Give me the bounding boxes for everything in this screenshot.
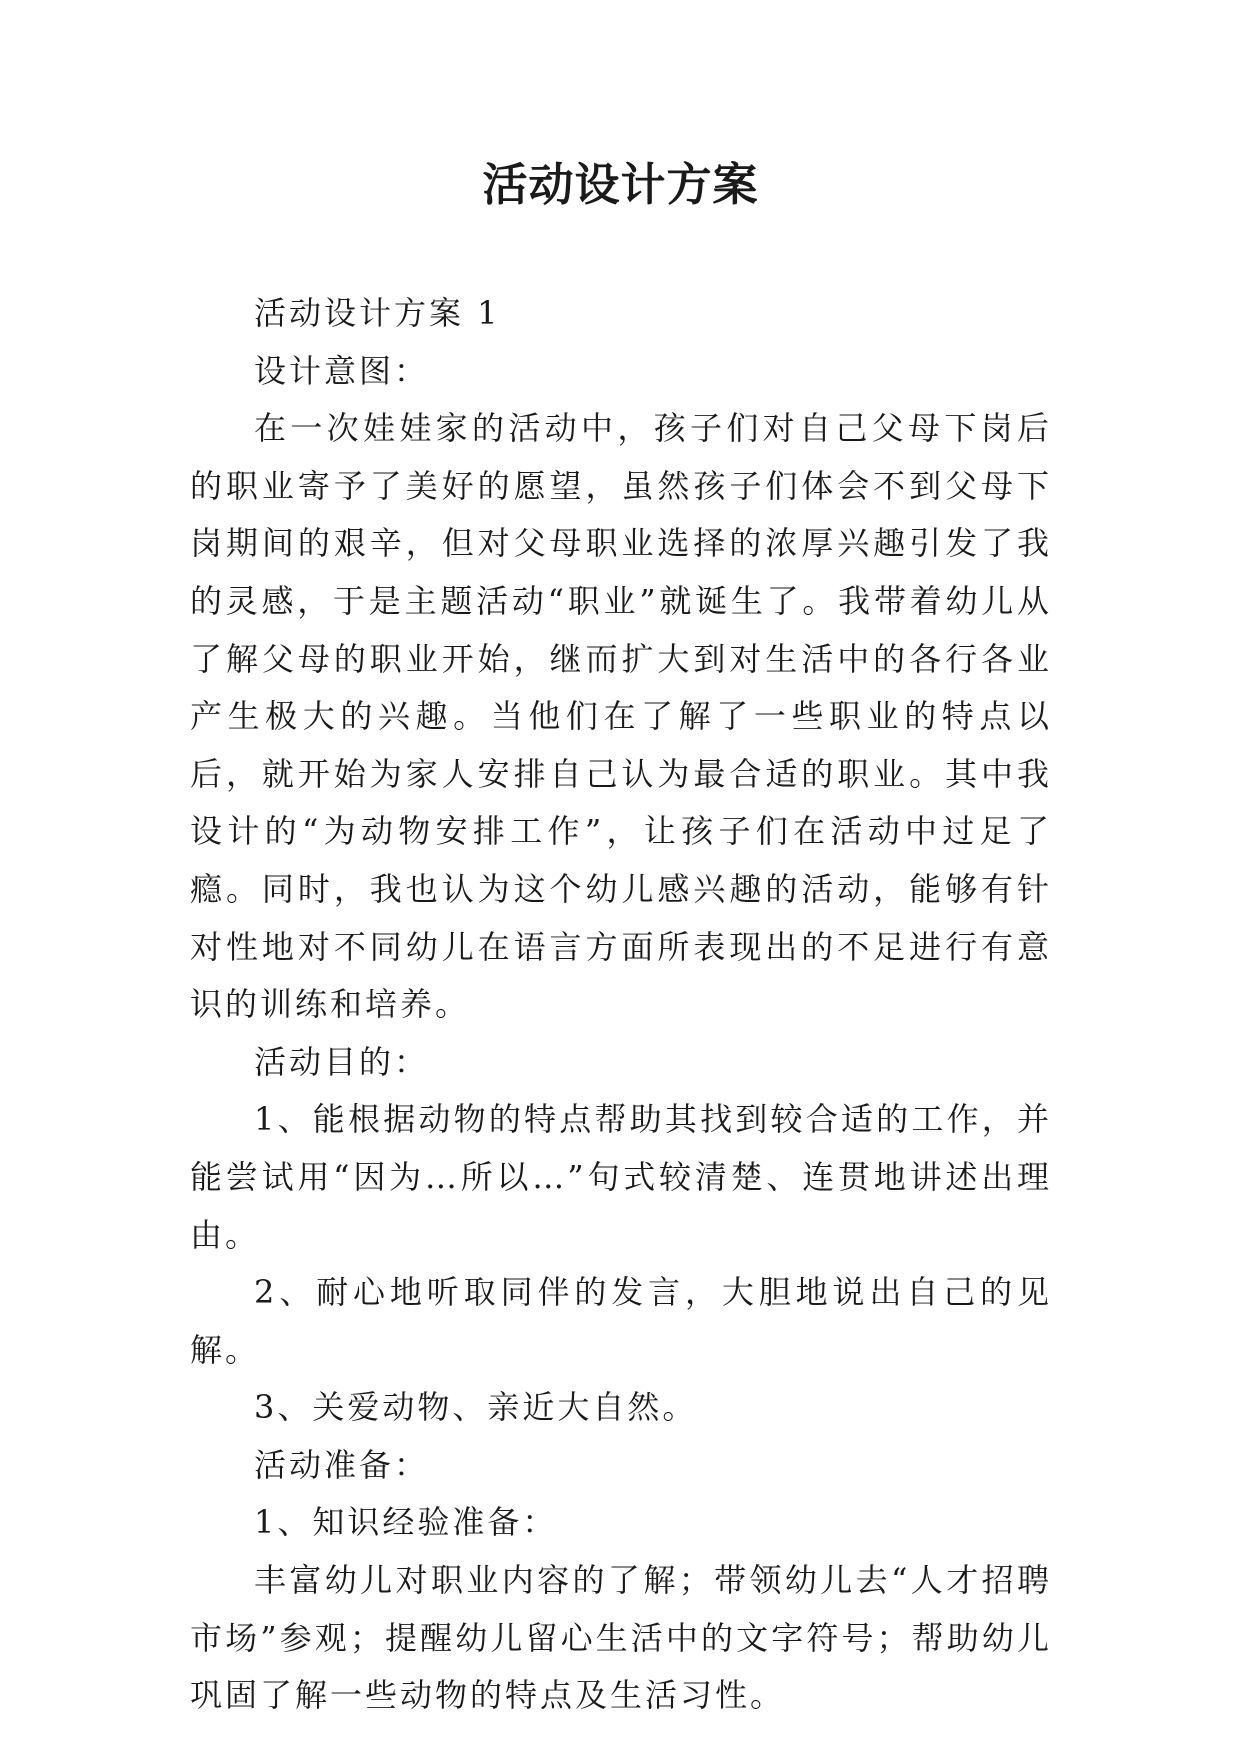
section-heading: 设计意图： [254,351,430,390]
list-item: 1、知识经验准备： [254,1503,558,1542]
body-paragraph: 在一次娃娃家的活动中，孩子们对自己父母下岗后的职业寄予了美好的愿望，虽然孩子们体会不到父母下岗期间的艰辛，但对父母职业选择的浓厚兴趣引发了我的灵感，于是主题活动“职业”就诞生了。我带着幼儿从了解父母的职业开始，继而扩大到对生活中的各行各业产生极大的兴趣。当他们在了解了一些职业的特点以后，就开始为家人安排自己认为最合适的职业。其中我设计的“为动物安排工作”，让孩子们在活动中过足了瘾。同时，我也认为这个幼儿感兴趣的活动，能够有针对性地对不同幼儿在语言方面所表现出的不足进行有意识的训练和培养。 [190,409,1052,1024]
section-heading: 活动准备： [254,1445,430,1484]
list-item: 3、关爱动物、亲近大自然。 [254,1388,698,1427]
section-heading: 活动设计方案 1 [254,294,501,332]
document-title: 活动设计方案 [482,158,759,211]
list-item: 2、耐心地听取同伴的发言，大胆地说出自己的见解。 [190,1273,1052,1369]
body-paragraph: 丰富幼儿对职业内容的了解；带领幼儿去“人才招聘市场”参观；提醒幼儿留心生活中的文字符号；帮助幼儿巩固了解一些动物的特点及生活习性。 [190,1561,1052,1715]
list-item: 1、能根据动物的特点帮助其找到较合适的工作，并能尝试用“因为…所以…”句式较清楚、连贯地讲述出理由。 [190,1100,1052,1254]
document-body [190,285,1052,1725]
section-heading: 活动目的： [254,1042,430,1081]
